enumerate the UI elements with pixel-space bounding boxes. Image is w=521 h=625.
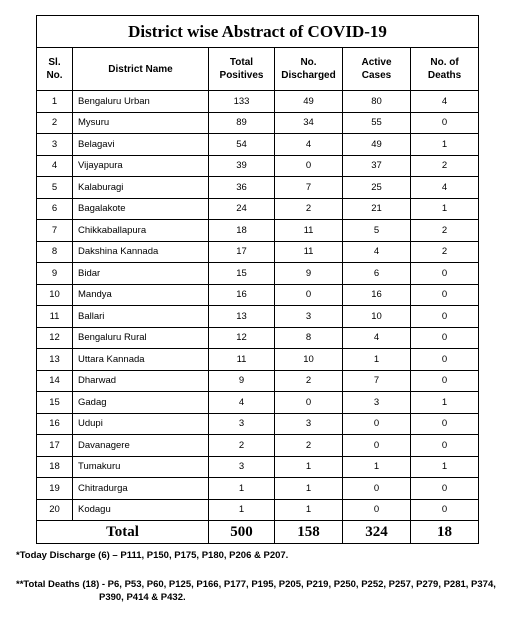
discharged-cell: 2 <box>275 198 343 220</box>
total-positives-cell: 11 <box>209 349 275 371</box>
deaths-cell: 4 <box>411 177 479 199</box>
sl-no-cell: 9 <box>37 263 73 285</box>
sl-no-cell: 3 <box>37 134 73 156</box>
district-name-cell: Udupi <box>73 413 209 435</box>
sl-no-cell: 4 <box>37 155 73 177</box>
sl-no-cell: 2 <box>37 112 73 134</box>
active-cases-cell: 0 <box>343 478 411 500</box>
active-cases-cell: 0 <box>343 413 411 435</box>
discharged-cell: 7 <box>275 177 343 199</box>
active-cases-cell: 1 <box>343 456 411 478</box>
table-title: District wise Abstract of COVID-19 <box>37 16 479 48</box>
total-discharged-value: 158 <box>275 521 343 544</box>
district-name-cell: Mysuru <box>73 112 209 134</box>
district-name-cell: Bengaluru Urban <box>73 91 209 113</box>
table-row <box>37 327 479 349</box>
total-positives-cell: 39 <box>209 155 275 177</box>
district-abstract-table <box>36 15 479 544</box>
active-cases-cell: 37 <box>343 155 411 177</box>
total-positives-cell: 3 <box>209 456 275 478</box>
active-cases-cell: 49 <box>343 134 411 156</box>
total-positives-cell: 9 <box>209 370 275 392</box>
deaths-cell: 1 <box>411 456 479 478</box>
deaths-cell: 0 <box>411 306 479 328</box>
table-row <box>37 349 479 371</box>
district-name-cell: Ballari <box>73 306 209 328</box>
total-positives-cell: 3 <box>209 413 275 435</box>
table-row <box>37 456 479 478</box>
district-name-cell: Dakshina Kannada <box>73 241 209 263</box>
discharged-cell: 4 <box>275 134 343 156</box>
discharged-cell: 3 <box>275 306 343 328</box>
discharged-cell: 1 <box>275 456 343 478</box>
discharged-cell: 0 <box>275 392 343 414</box>
table-row <box>37 435 479 457</box>
active-cases-cell: 5 <box>343 220 411 242</box>
table-row <box>37 478 479 500</box>
district-name-cell: Davanagere <box>73 435 209 457</box>
total-positives-cell: 89 <box>209 112 275 134</box>
header-discharged: No. Discharged <box>275 48 343 91</box>
today-discharge-note: *Today Discharge (6) – P111, P150, P175, P180, P206 & P207. <box>16 550 289 561</box>
header-active-cases: Active Cases <box>343 48 411 91</box>
total-positives-cell: 15 <box>209 263 275 285</box>
discharged-cell: 11 <box>275 220 343 242</box>
deaths-cell: 0 <box>411 349 479 371</box>
table-row <box>37 241 479 263</box>
total-positives-cell: 16 <box>209 284 275 306</box>
total-positives-cell: 12 <box>209 327 275 349</box>
total-positives-cell: 4 <box>209 392 275 414</box>
active-cases-cell: 55 <box>343 112 411 134</box>
table-row <box>37 91 479 113</box>
discharged-cell: 49 <box>275 91 343 113</box>
deaths-cell: 0 <box>411 327 479 349</box>
sl-no-cell: 1 <box>37 91 73 113</box>
district-name-cell: Chikkaballapura <box>73 220 209 242</box>
header-deaths: No. of Deaths <box>411 48 479 91</box>
deaths-cell: 0 <box>411 478 479 500</box>
sl-no-cell: 18 <box>37 456 73 478</box>
district-name-cell: Kalaburagi <box>73 177 209 199</box>
discharged-cell: 3 <box>275 413 343 435</box>
district-name-cell: Kodagu <box>73 499 209 521</box>
deaths-cell: 1 <box>411 134 479 156</box>
district-abstract-sheet <box>36 15 478 544</box>
district-name-cell: Dharwad <box>73 370 209 392</box>
table-row <box>37 263 479 285</box>
sl-no-cell: 6 <box>37 198 73 220</box>
header-row <box>37 48 479 91</box>
total-positives-cell: 18 <box>209 220 275 242</box>
active-cases-cell: 7 <box>343 370 411 392</box>
sl-no-cell: 15 <box>37 392 73 414</box>
active-cases-cell: 25 <box>343 177 411 199</box>
active-cases-cell: 16 <box>343 284 411 306</box>
active-cases-cell: 80 <box>343 91 411 113</box>
total-positives-cell: 1 <box>209 499 275 521</box>
total-positives-cell: 54 <box>209 134 275 156</box>
table-row <box>37 177 479 199</box>
active-cases-cell: 1 <box>343 349 411 371</box>
deaths-cell: 0 <box>411 284 479 306</box>
discharged-cell: 0 <box>275 155 343 177</box>
header-total-positives: Total Positives <box>209 48 275 91</box>
active-cases-cell: 21 <box>343 198 411 220</box>
total-deaths-note-line1: **Total Deaths (18) - P6, P53, P60, P125, P166, P177, P195, P205, P219, P250, P252, P257, P279, P281, P374, <box>16 579 496 590</box>
table-row <box>37 198 479 220</box>
district-name-cell: Vijayapura <box>73 155 209 177</box>
discharged-cell: 2 <box>275 370 343 392</box>
sl-no-cell: 20 <box>37 499 73 521</box>
discharged-cell: 10 <box>275 349 343 371</box>
sl-no-cell: 14 <box>37 370 73 392</box>
table-row <box>37 134 479 156</box>
deaths-cell: 2 <box>411 220 479 242</box>
table-row <box>37 220 479 242</box>
active-cases-cell: 0 <box>343 499 411 521</box>
district-name-cell: Belagavi <box>73 134 209 156</box>
deaths-cell: 1 <box>411 392 479 414</box>
table-row <box>37 370 479 392</box>
district-name-cell: Uttara Kannada <box>73 349 209 371</box>
sl-no-cell: 16 <box>37 413 73 435</box>
district-name-cell: Bidar <box>73 263 209 285</box>
total-positives-cell: 24 <box>209 198 275 220</box>
deaths-cell: 0 <box>411 112 479 134</box>
table-row <box>37 392 479 414</box>
district-name-cell: Bengaluru Rural <box>73 327 209 349</box>
sl-no-cell: 10 <box>37 284 73 306</box>
total-active-value: 324 <box>343 521 411 544</box>
district-name-cell: Tumakuru <box>73 456 209 478</box>
table-body <box>37 91 479 521</box>
discharged-cell: 2 <box>275 435 343 457</box>
deaths-cell: 0 <box>411 499 479 521</box>
deaths-cell: 4 <box>411 91 479 113</box>
discharged-cell: 11 <box>275 241 343 263</box>
deaths-cell: 0 <box>411 370 479 392</box>
sl-no-cell: 13 <box>37 349 73 371</box>
district-name-cell: Gadag <box>73 392 209 414</box>
total-label: Total <box>37 521 209 544</box>
active-cases-cell: 3 <box>343 392 411 414</box>
sl-no-cell: 11 <box>37 306 73 328</box>
header-district-name: District Name <box>73 48 209 91</box>
discharged-cell: 0 <box>275 284 343 306</box>
deaths-cell: 2 <box>411 155 479 177</box>
table-row <box>37 306 479 328</box>
sl-no-cell: 17 <box>37 435 73 457</box>
discharged-cell: 1 <box>275 499 343 521</box>
sl-no-cell: 19 <box>37 478 73 500</box>
table-row <box>37 155 479 177</box>
deaths-cell: 0 <box>411 435 479 457</box>
total-positives-cell: 1 <box>209 478 275 500</box>
total-positives-value: 500 <box>209 521 275 544</box>
discharged-cell: 8 <box>275 327 343 349</box>
header-sl-no: Sl. No. <box>37 48 73 91</box>
deaths-cell: 2 <box>411 241 479 263</box>
sl-no-cell: 8 <box>37 241 73 263</box>
deaths-cell: 0 <box>411 263 479 285</box>
table-row <box>37 499 479 521</box>
total-row <box>37 521 479 544</box>
total-positives-cell: 17 <box>209 241 275 263</box>
district-name-cell: Chitradurga <box>73 478 209 500</box>
table-row <box>37 413 479 435</box>
district-name-cell: Bagalakote <box>73 198 209 220</box>
sl-no-cell: 5 <box>37 177 73 199</box>
deaths-cell: 0 <box>411 413 479 435</box>
total-positives-cell: 13 <box>209 306 275 328</box>
active-cases-cell: 6 <box>343 263 411 285</box>
total-deaths-note <box>16 578 511 604</box>
total-positives-cell: 133 <box>209 91 275 113</box>
sl-no-cell: 12 <box>37 327 73 349</box>
discharged-cell: 9 <box>275 263 343 285</box>
table-row <box>37 284 479 306</box>
total-positives-cell: 2 <box>209 435 275 457</box>
total-positives-cell: 36 <box>209 177 275 199</box>
active-cases-cell: 4 <box>343 241 411 263</box>
active-cases-cell: 10 <box>343 306 411 328</box>
district-name-cell: Mandya <box>73 284 209 306</box>
total-deaths-note-line2: P390, P414 & P432. <box>99 592 186 603</box>
deaths-cell: 1 <box>411 198 479 220</box>
total-deaths-value: 18 <box>411 521 479 544</box>
table-row <box>37 112 479 134</box>
discharged-cell: 34 <box>275 112 343 134</box>
sl-no-cell: 7 <box>37 220 73 242</box>
active-cases-cell: 4 <box>343 327 411 349</box>
active-cases-cell: 0 <box>343 435 411 457</box>
discharged-cell: 1 <box>275 478 343 500</box>
